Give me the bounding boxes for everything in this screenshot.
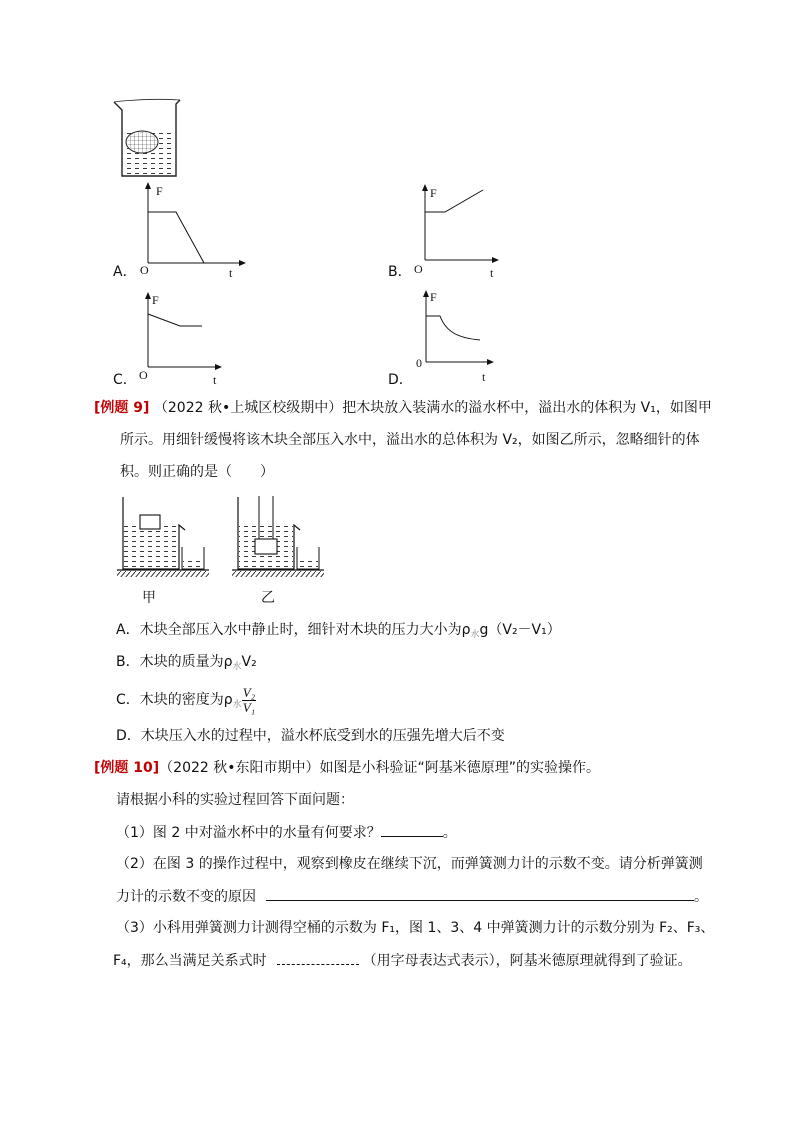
graph-c-origin: O: [139, 368, 148, 382]
q9-tag: [例题 9]: [94, 400, 150, 416]
q10-stem: （2022 秋•东阳市期中）如图是小科验证“阿基米德原理”的实验操作。: [159, 760, 600, 776]
option-d-label: D．: [388, 372, 413, 388]
q9-stem-1: （2022 秋•上城区校级期中）把木块放入装满水的溢水杯中，溢出水的体积为 V₁，如图甲: [153, 400, 712, 416]
q9-line2: 所示。用细针缓慢将该木块全部压入水中，溢出水的总体积为 V₂，如图乙所示，忽略细针的体: [120, 432, 700, 448]
graph-d-y-label: F: [430, 290, 437, 304]
graph-a-origin: O: [140, 263, 149, 277]
answer-blank-2[interactable]: [266, 886, 694, 901]
overflow-cup-figures: [115, 494, 325, 580]
beaker-figure: [110, 96, 185, 178]
q9-line3: 积。则正确的是（ ）: [120, 464, 274, 480]
q9-option-a: A．木块全部压入水中静止时，细针对木块的压力大小为$\rho_水g(V_2-V_1)$: [116, 622, 561, 640]
graph-a-x-label: t: [229, 266, 233, 280]
figure-yi-label: 乙: [261, 590, 275, 606]
graph-a-y-label: F: [156, 184, 163, 198]
option-b-label: B．: [388, 264, 412, 280]
q10-line2: 请根据小科的实验过程回答下面问题：: [116, 792, 354, 808]
graph-b-y-label: F: [430, 186, 437, 200]
q9-option-d: D．木块压入水的过程中，溢水杯底受到水的压强先增大后不变: [116, 728, 505, 744]
graph-c-y-label: F: [152, 293, 159, 307]
q10-sub3-line1: （3）小科用弹簧测力计测得空桶的示数为 F₁，图 1、3、4 中弹簧测力计的示数分别为 F₂、F₃、: [116, 920, 715, 936]
q10-sub3-line2: F₄，那么当满足关系式时 （用字母表达式表示），阿基米德原理就得到了验证。: [113, 950, 692, 971]
graph-b: [415, 182, 505, 267]
density-fraction: $\frac{\text{V₂}}{\text{V₁}}$: [242, 684, 256, 715]
q10-line1: [94, 758, 600, 778]
graph-b-origin: O: [414, 262, 423, 276]
answer-blank-1[interactable]: [381, 822, 443, 837]
q9-option-c: C．木块的密度为$\rho_水$ $\frac{\text{V₂}}{\text{V₁}}$: [116, 684, 256, 715]
q10-sub2-line2: 力计的示数不变的原因 。: [116, 886, 708, 907]
q10-tag: [例题 10]: [94, 760, 160, 776]
q9-line1: [94, 398, 712, 418]
graph-d-origin: 0: [416, 356, 422, 370]
graph-d-x-label: t: [482, 370, 486, 384]
graph-b-x-label: t: [490, 266, 494, 280]
graph-c-x-label: t: [213, 373, 217, 387]
q10-sub1: （1）图 2 中对溢水杯中的水量有何要求？ 。: [116, 822, 457, 843]
figure-jia-label: 甲: [142, 590, 156, 606]
answer-blank-3[interactable]: [277, 950, 359, 965]
option-c-label: C．: [113, 372, 137, 388]
q9-option-b: B．木块的质量为$\rho_水V_2$: [116, 654, 257, 672]
q10-sub2-line1: （2）在图 3 的操作过程中，观察到橡皮在继续下沉，而弹簧测力计的示数不变。请分析弹簧测: [116, 856, 703, 872]
option-a-label: A．: [113, 264, 137, 280]
